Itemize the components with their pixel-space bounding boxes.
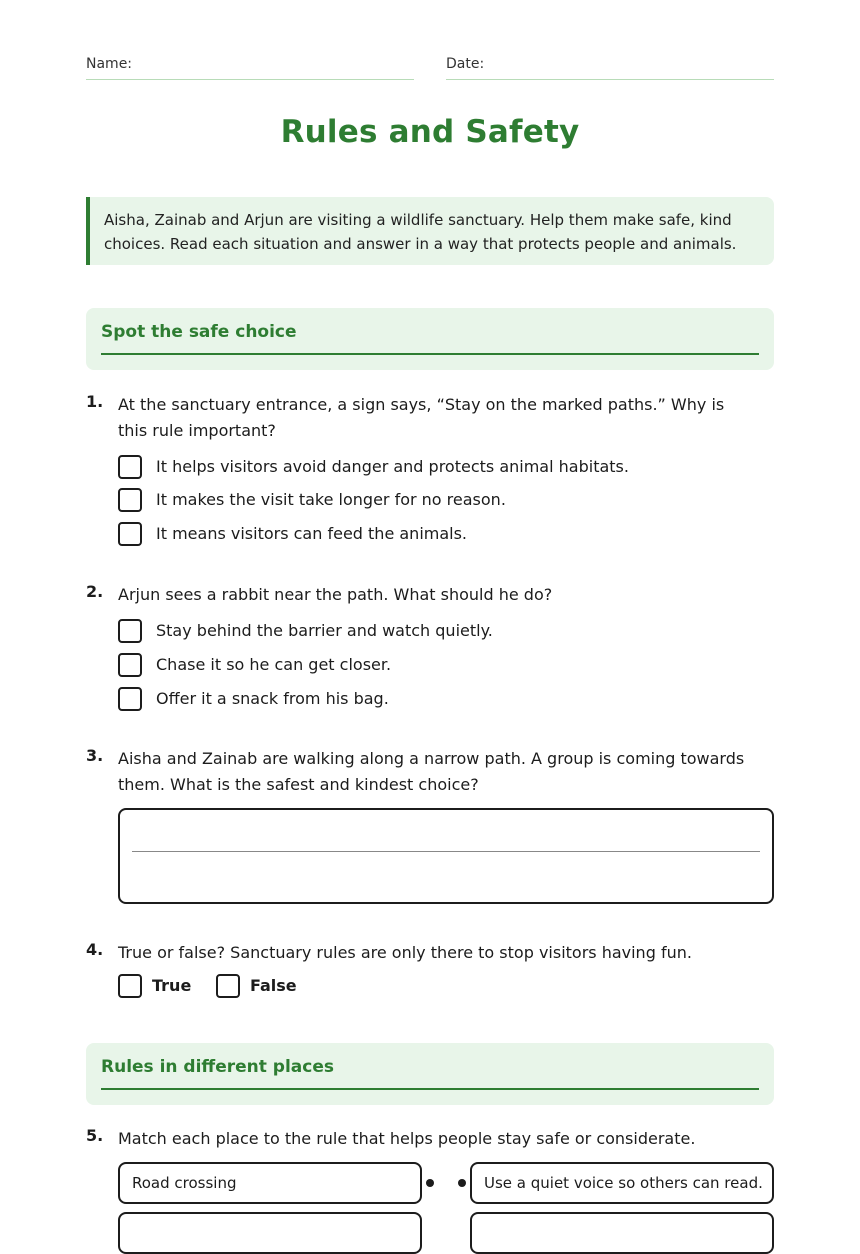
checkbox[interactable] [118,488,142,512]
name-field[interactable] [86,54,414,80]
option-label: True [152,976,192,995]
match-right-label: Use a quiet voice so others can read. [484,1174,763,1192]
option-label: It helps visitors avoid danger and protects animal habitats. [156,457,629,476]
question-text: Match each place to the rule that helps people stay safe or considerate. [118,1129,696,1148]
question-number: 3. [86,746,104,765]
intro-callout: Aisha, Zainab and Arjun are visiting a wildlife sanctuary. Help them make safe, kind choices. Read each situation and answer in a way that protects people and animals. [86,197,774,265]
page-title: Rules and Safety [280,114,580,150]
question-number: 5. [86,1126,104,1145]
option-2c[interactable] [118,687,758,713]
checkbox[interactable] [118,522,142,546]
option-1b[interactable] [118,488,758,514]
checkbox[interactable] [118,687,142,711]
section-header-spot-safe-choice [86,308,774,370]
option-1a[interactable] [118,455,758,481]
checkbox[interactable] [216,974,240,998]
question-text: At the sanctuary entrance, a sign says, “Stay on the marked paths.” Why is this rule important? [118,395,725,440]
section-title: Spot the safe choice [101,322,297,342]
match-left-item[interactable] [118,1162,422,1204]
option-label: It means visitors can feed the animals. [156,524,468,543]
name-date-row [86,54,774,80]
option-2a[interactable] [118,619,758,645]
question-text: True or false? Sanctuary rules are only there to stop visitors having fun. [118,943,692,962]
checkbox[interactable] [118,619,142,643]
option-label: Chase it so he can get closer. [156,655,392,674]
match-dot-right[interactable] [458,1179,466,1187]
match-dot-left[interactable] [426,1179,434,1187]
name-label: Name: [86,56,133,72]
answer-box[interactable] [118,808,774,904]
question-number: 1. [86,392,104,411]
checkbox[interactable] [118,455,142,479]
checkbox[interactable] [118,974,142,998]
date-field[interactable] [446,54,774,80]
question-number: 4. [86,940,104,959]
question-number: 2. [86,582,104,601]
option-label: Stay behind the barrier and watch quietly. [156,621,493,640]
section-title: Rules in different places [101,1057,334,1077]
answer-line [132,851,760,852]
match-right-item[interactable] [470,1162,774,1204]
question-text: Aisha and Zainab are walking along a narrow path. A group is coming towards them. What is the safest and kindest choice? [118,749,745,794]
option-label: False [250,976,297,995]
checkbox[interactable] [118,653,142,677]
date-label: Date: [446,56,485,72]
option-1c[interactable] [118,522,758,548]
question-text: Arjun sees a rabbit near the path. What should he do? [118,585,553,604]
option-label: Offer it a snack from his bag. [156,689,389,708]
match-left-item-partial[interactable] [118,1212,422,1254]
match-right-item-partial[interactable] [470,1212,774,1254]
option-label: It makes the visit take longer for no reason. [156,490,506,509]
section-header-rules-different-places [86,1043,774,1105]
option-2b[interactable] [118,653,758,679]
match-left-label: Road crossing [132,1174,237,1192]
